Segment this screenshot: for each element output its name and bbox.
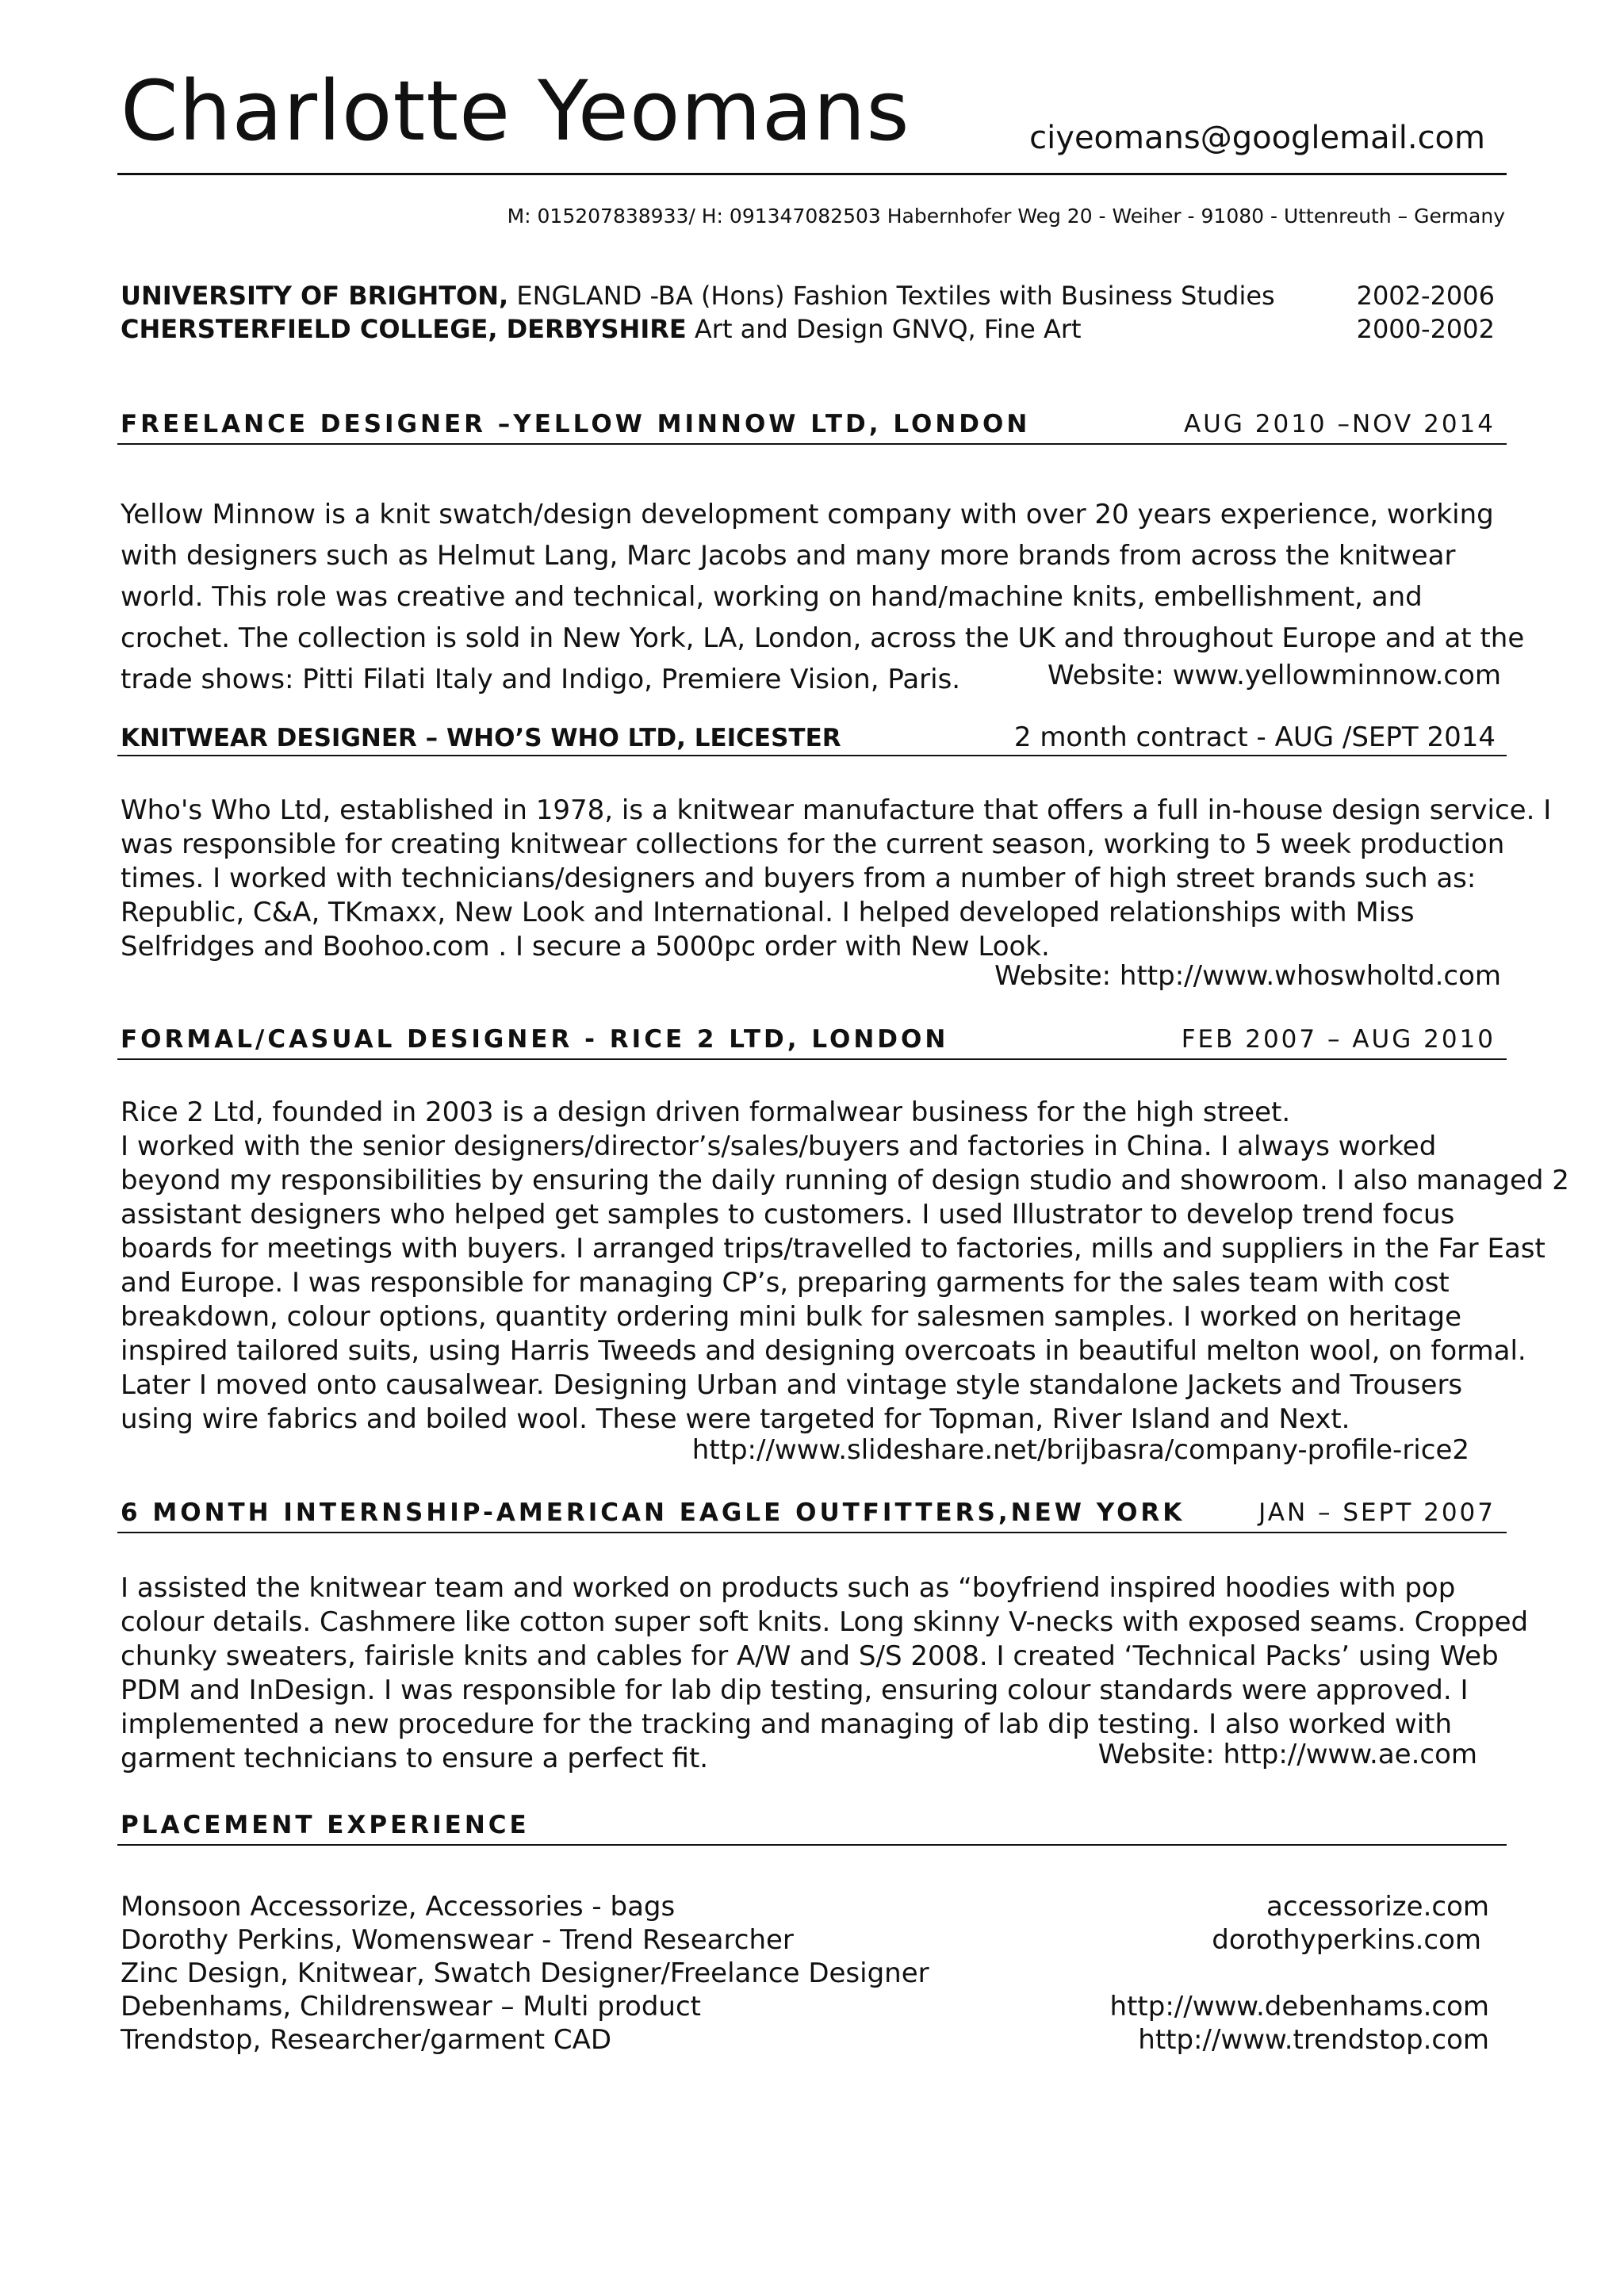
education-school: CHERSTERFIELD COLLEGE, DERBYSHIRE (121, 314, 687, 344)
description-line: with designers such as Helmut Lang, Marc Jacobs and many more brands from across the knitwear (121, 540, 1456, 572)
description-line: inspired tailored suits, using Harris Tweeds and designing overcoats in beautiful melton wool, on formal. (121, 1335, 1526, 1367)
description-line: Later I moved onto causalwear. Designing Urban and vintage style standalone Jackets and Trousers (121, 1369, 1463, 1401)
job-dates: AUG 2010 –NOV 2014 (1183, 410, 1496, 438)
job-title: FORMAL/CASUAL DESIGNER - RICE 2 LTD, LONDON (121, 1025, 949, 1054)
description-line: garment technicians to ensure a perfect fit. (121, 1743, 709, 1774)
placement-item (121, 2024, 1489, 2056)
placement-label: Monsoon Accessorize, Accessories - bags (121, 1891, 676, 1923)
candidate-name: Charlotte Yeomans (121, 63, 910, 159)
header-divider (117, 173, 1507, 175)
description-line: world. This role was creative and technical, working on hand/machine knits, embellishment, and (121, 581, 1423, 613)
job-heading (121, 1498, 1496, 1527)
placements-title: PLACEMENT EXPERIENCE (121, 1811, 530, 1839)
job-description (121, 794, 1551, 964)
section-divider (117, 1532, 1507, 1533)
description-line: beyond my responsibilities by ensuring the daily running of design studio and showroom. I also managed 2 (121, 1165, 1569, 1196)
education-row (121, 281, 1495, 311)
description-line: Who's Who Ltd, established in 1978, is a knitwear manufacture that offers a full in-house design service. I (121, 794, 1552, 826)
job-heading (121, 721, 1496, 753)
description-line: I worked with the senior designers/director’s/sales/buyers and factories in China. I always worked (121, 1131, 1437, 1162)
placement-item (121, 1891, 1489, 1923)
description-line: and Europe. I was responsible for managing CP’s, preparing garments for the sales team with cost (121, 1267, 1450, 1299)
company-website: Website: www.yellowminnow.com (1047, 660, 1501, 691)
company-website: http://www.slideshare.net/brijbasra/company-profile-rice2 (691, 1434, 1469, 1466)
education-school: UNIVERSITY OF BRIGHTON, (121, 281, 509, 311)
placement-item (121, 1993, 1489, 2020)
description-line: colour details. Cashmere like cotton super soft knits. Long skinny V-necks with exposed seams. Cropped (121, 1606, 1529, 1638)
description-line: I assisted the knitwear team and worked on products such as “boyfriend inspired hoodies with pop (121, 1572, 1456, 1604)
description-line: using wire fabrics and boiled wool. These were targeted for Topman, River Island and Next. (121, 1403, 1350, 1435)
description-line: implemented a new procedure for the tracking and managing of lab dip testing. I also worked with (121, 1709, 1453, 1740)
description-line: Yellow Minnow is a knit swatch/design development company with over 20 years experience, working (121, 499, 1494, 530)
placement-label: Trendstop, Researcher/garment CAD (121, 2024, 612, 2056)
job-dates: FEB 2007 – AUG 2010 (1181, 1025, 1496, 1054)
education-detail: Art and Design GNVQ, Fine Art (686, 314, 1082, 344)
contact-details: M: 015207838933/ H: 091347082503 Habernhofer Weg 20 - Weiher - 91080 - Uttenreuth – Germany (507, 205, 1505, 228)
description-line: times. I worked with technicians/designers and buyers from a number of high street brands such as: (121, 863, 1477, 894)
description-line: Republic, C&A, TKmaxx, New Look and International. I helped developed relationships with Miss (121, 897, 1415, 928)
section-divider (117, 443, 1507, 445)
section-divider (117, 1058, 1507, 1060)
placement-site: accessorize.com (1266, 1891, 1489, 1923)
description-line: PDM and InDesign. I was responsible for lab dip testing, ensuring colour standards were approved. I (121, 1674, 1469, 1706)
description-line: breakdown, colour options, quantity ordering mini bulk for salesmen samples. I worked on heritage (121, 1301, 1462, 1333)
description-line: was responsible for creating knitwear collections for the current season, working to 5 week production (121, 828, 1505, 860)
education-row (121, 316, 1495, 342)
description-line: crochet. The collection is sold in New York, LA, London, across the UK and throughout Europe and at the (121, 622, 1525, 654)
job-title: 6 MONTH INTERNSHIP-AMERICAN EAGLE OUTFITTERS,NEW YORK (121, 1498, 1185, 1527)
job-description (121, 1096, 1569, 1437)
placement-site: dorothyperkins.com (1212, 1924, 1481, 1956)
description-line: Selfridges and Boohoo.com . I secure a 5000pc order with New Look. (121, 931, 1050, 962)
placement-label: Debenhams, Childrenswear – Multi product (121, 1991, 701, 2022)
job-heading (121, 1027, 1496, 1052)
placement-site: http://www.debenhams.com (1109, 1991, 1489, 2022)
education-years: 2000-2002 (1356, 314, 1495, 344)
description-line: boards for meetings with buyers. I arranged trips/travelled to factories, mills and suppliers in the Far East (121, 1233, 1545, 1265)
placement-item (121, 1957, 1489, 1989)
company-website: Website: http://www.ae.com (1097, 1739, 1477, 1770)
job-dates: 2 month contract - AUG /SEPT 2014 (1013, 721, 1496, 753)
job-heading (121, 412, 1496, 437)
education-years: 2002-2006 (1356, 281, 1495, 311)
company-website: Website: http://www.whoswholtd.com (994, 960, 1501, 992)
description-line: trade shows: Pitti Filati Italy and Indigo, Premiere Vision, Paris. (121, 664, 961, 695)
placement-label: Dorothy Perkins, Womenswear - Trend Researcher (121, 1924, 794, 1956)
placement-label: Zinc Design, Knitwear, Swatch Designer/Freelance Designer (121, 1957, 929, 1989)
education-detail: ENGLAND -BA (Hons) Fashion Textiles with Business Studies (508, 281, 1275, 311)
section-divider (117, 755, 1507, 756)
section-heading (121, 1813, 1496, 1838)
description-line: assistant designers who helped get samples to customers. I used Illustrator to develop trend focus (121, 1199, 1455, 1230)
description-line: chunky sweaters, fairisle knits and cables for A/W and S/S 2008. I created ‘Technical Packs’ using Web (121, 1640, 1499, 1672)
job-title: FREELANCE DESIGNER –YELLOW MINNOW LTD, LONDON (121, 410, 1031, 438)
placement-item (121, 1924, 1481, 1956)
job-title: KNITWEAR DESIGNER – WHO’S WHO LTD, LEICESTER (121, 724, 841, 752)
email-address: ciyeomans@googlemail.com (1029, 120, 1485, 156)
description-line: Rice 2 Ltd, founded in 2003 is a design driven formalwear business for the high street. (121, 1096, 1291, 1128)
placement-site: http://www.trendstop.com (1138, 2024, 1489, 2056)
job-dates: JAN – SEPT 2007 (1258, 1498, 1496, 1527)
section-divider (117, 1844, 1507, 1846)
